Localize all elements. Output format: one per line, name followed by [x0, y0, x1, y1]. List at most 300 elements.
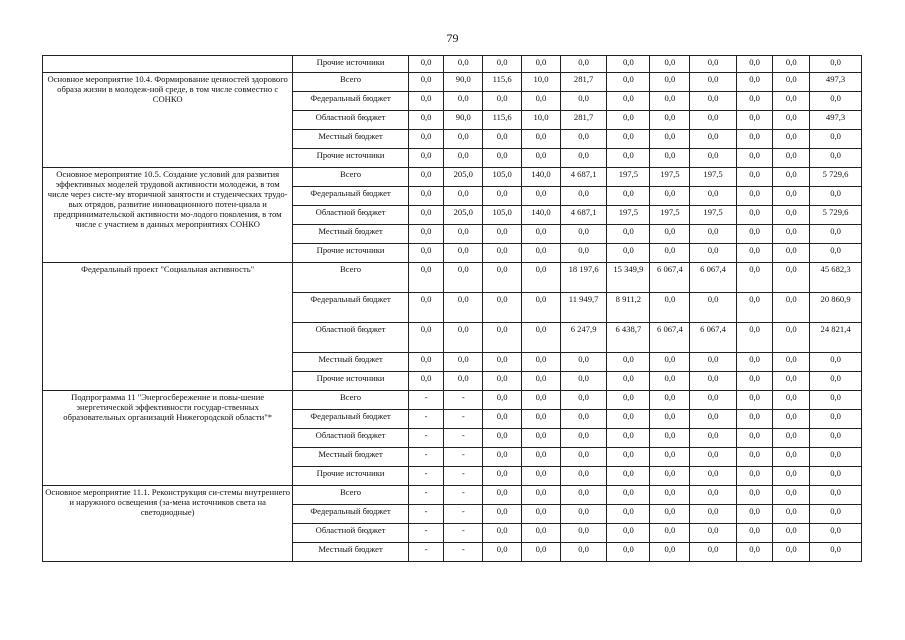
amount-cell: 0,0 [408, 111, 444, 130]
amount-cell: 0,0 [444, 130, 483, 149]
funding-source-cell: Местный бюджет [293, 130, 408, 149]
amount-cell: 0,0 [736, 467, 773, 486]
funding-source-cell: Всего [293, 391, 408, 410]
amount-cell: 205,0 [444, 168, 483, 187]
amount-cell: 0,0 [483, 244, 522, 263]
amount-cell: 0,0 [650, 130, 690, 149]
amount-cell: 0,0 [560, 543, 606, 562]
amount-cell: 0,0 [560, 372, 606, 391]
amount-cell: 0,0 [736, 391, 773, 410]
amount-cell: 0,0 [522, 448, 561, 467]
amount-cell: 6 067,4 [690, 323, 736, 353]
amount-cell: 197,5 [650, 168, 690, 187]
amount-cell: 0,0 [607, 149, 650, 168]
amount-cell: 0,0 [522, 524, 561, 543]
amount-cell: 205,0 [444, 206, 483, 225]
amount-cell: 0,0 [444, 225, 483, 244]
funding-source-cell: Всего [293, 486, 408, 505]
amount-cell: 0,0 [810, 505, 862, 524]
amount-cell: 0,0 [408, 168, 444, 187]
amount-cell: 0,0 [690, 149, 736, 168]
amount-cell: 0,0 [522, 429, 561, 448]
table-row [43, 486, 862, 505]
amount-cell: 0,0 [408, 323, 444, 353]
amount-cell: 0,0 [560, 391, 606, 410]
amount-cell: 0,0 [650, 543, 690, 562]
amount-cell: 0,0 [810, 543, 862, 562]
funding-source-cell: Федеральный бюджет [293, 187, 408, 206]
amount-cell: 0,0 [444, 353, 483, 372]
amount-cell: 0,0 [607, 524, 650, 543]
amount-cell: - [408, 505, 444, 524]
amount-cell: 0,0 [408, 353, 444, 372]
amount-cell: 0,0 [522, 244, 561, 263]
amount-cell: 281,7 [560, 73, 606, 92]
amount-cell: 0,0 [690, 73, 736, 92]
amount-cell: 20 860,9 [810, 293, 862, 323]
amount-cell: 105,0 [483, 206, 522, 225]
amount-cell: 0,0 [773, 111, 810, 130]
amount-cell: 0,0 [736, 244, 773, 263]
amount-cell: 0,0 [607, 429, 650, 448]
amount-cell: - [444, 448, 483, 467]
funding-source-cell: Местный бюджет [293, 353, 408, 372]
amount-cell: 0,0 [408, 372, 444, 391]
amount-cell: 0,0 [650, 448, 690, 467]
amount-cell: 0,0 [650, 187, 690, 206]
amount-cell: 0,0 [560, 467, 606, 486]
amount-cell: 0,0 [773, 486, 810, 505]
amount-cell: 0,0 [650, 73, 690, 92]
amount-cell: 0,0 [444, 372, 483, 391]
amount-cell: - [408, 486, 444, 505]
funding-source-cell: Местный бюджет [293, 543, 408, 562]
funding-source-cell: Всего [293, 168, 408, 187]
amount-cell: 10,0 [522, 111, 561, 130]
amount-cell: 0,0 [483, 56, 522, 73]
amount-cell: 0,0 [560, 353, 606, 372]
funding-source-cell: Прочие источники [293, 467, 408, 486]
amount-cell: 0,0 [650, 244, 690, 263]
amount-cell: 0,0 [736, 263, 773, 293]
amount-cell: 0,0 [736, 225, 773, 244]
amount-cell: 0,0 [810, 149, 862, 168]
amount-cell: 0,0 [736, 206, 773, 225]
amount-cell: 0,0 [483, 187, 522, 206]
amount-cell: 0,0 [607, 543, 650, 562]
amount-cell: 0,0 [810, 448, 862, 467]
amount-cell: 0,0 [607, 92, 650, 111]
amount-cell: 0,0 [810, 486, 862, 505]
amount-cell: 0,0 [773, 372, 810, 391]
amount-cell: 0,0 [444, 149, 483, 168]
amount-cell: 0,0 [650, 92, 690, 111]
amount-cell: 0,0 [483, 92, 522, 111]
amount-cell: 0,0 [736, 486, 773, 505]
amount-cell: - [444, 410, 483, 429]
amount-cell: 0,0 [522, 130, 561, 149]
amount-cell: 0,0 [560, 486, 606, 505]
amount-cell: 0,0 [483, 225, 522, 244]
funding-source-cell: Федеральный бюджет [293, 293, 408, 323]
amount-cell: 0,0 [773, 244, 810, 263]
amount-cell: 0,0 [736, 187, 773, 206]
amount-cell: 0,0 [607, 111, 650, 130]
amount-cell: 0,0 [607, 505, 650, 524]
amount-cell: 0,0 [607, 244, 650, 263]
amount-cell: 18 197,6 [560, 263, 606, 293]
amount-cell: 0,0 [607, 353, 650, 372]
amount-cell: 0,0 [483, 410, 522, 429]
amount-cell: 497,3 [810, 111, 862, 130]
amount-cell: 0,0 [444, 56, 483, 73]
funding-source-cell: Федеральный бюджет [293, 410, 408, 429]
amount-cell: 0,0 [560, 187, 606, 206]
amount-cell: 45 682,3 [810, 263, 862, 293]
amount-cell: 0,0 [444, 92, 483, 111]
table-row [43, 391, 862, 410]
page-number: 79 [446, 31, 459, 45]
amount-cell: 0,0 [690, 293, 736, 323]
amount-cell: 0,0 [560, 92, 606, 111]
amount-cell: 115,6 [483, 111, 522, 130]
amount-cell: 0,0 [522, 225, 561, 244]
amount-cell: 0,0 [483, 263, 522, 293]
amount-cell: 6 067,4 [650, 263, 690, 293]
amount-cell: 0,0 [522, 486, 561, 505]
amount-cell: 0,0 [810, 353, 862, 372]
amount-cell: 0,0 [522, 410, 561, 429]
amount-cell: 0,0 [408, 149, 444, 168]
activity-name-cell: Федеральный проект "Социальная активность" [43, 263, 293, 391]
amount-cell: 90,0 [444, 73, 483, 92]
amount-cell: 0,0 [773, 524, 810, 543]
amount-cell: 0,0 [650, 293, 690, 323]
amount-cell: 0,0 [810, 372, 862, 391]
amount-cell: 115,6 [483, 73, 522, 92]
amount-cell: 0,0 [773, 263, 810, 293]
amount-cell: 0,0 [736, 543, 773, 562]
amount-cell: 0,0 [736, 429, 773, 448]
amount-cell: 0,0 [607, 391, 650, 410]
amount-cell: 0,0 [607, 410, 650, 429]
amount-cell: 0,0 [483, 391, 522, 410]
activity-name-cell: Основное мероприятие 11.1. Реконструкция си-стемы внутреннего и наружного освещения (за-мена источников света на светодиодные) [43, 486, 293, 562]
amount-cell: 5 729,6 [810, 206, 862, 225]
amount-cell: 0,0 [408, 293, 444, 323]
amount-cell: 90,0 [444, 111, 483, 130]
amount-cell: 0,0 [810, 391, 862, 410]
amount-cell: 0,0 [736, 149, 773, 168]
table-row [43, 263, 862, 293]
funding-source-cell: Областной бюджет [293, 524, 408, 543]
amount-cell: 0,0 [773, 323, 810, 353]
amount-cell: - [408, 543, 444, 562]
amount-cell: 0,0 [736, 111, 773, 130]
amount-cell: 0,0 [607, 372, 650, 391]
amount-cell: 0,0 [690, 505, 736, 524]
amount-cell: 0,0 [483, 149, 522, 168]
amount-cell: 0,0 [736, 73, 773, 92]
amount-cell: 0,0 [773, 543, 810, 562]
amount-cell: 8 911,2 [607, 293, 650, 323]
amount-cell: 0,0 [483, 293, 522, 323]
amount-cell: 0,0 [690, 56, 736, 73]
amount-cell: 0,0 [483, 429, 522, 448]
amount-cell: 0,0 [773, 56, 810, 73]
amount-cell: 0,0 [650, 486, 690, 505]
amount-cell: 197,5 [607, 206, 650, 225]
amount-cell: 0,0 [773, 293, 810, 323]
amount-cell: - [408, 391, 444, 410]
amount-cell: 0,0 [522, 391, 561, 410]
amount-cell: 0,0 [650, 505, 690, 524]
amount-cell: 0,0 [690, 92, 736, 111]
funding-source-cell: Прочие источники [293, 149, 408, 168]
activity-name-cell: Подпрограмма 11 "Энергосбережение и повы-шение энергетической эффективности государ-ственных образовательных организаций Нижегородской области"* [43, 391, 293, 486]
amount-cell: 0,0 [560, 429, 606, 448]
funding-source-cell: Федеральный бюджет [293, 92, 408, 111]
amount-cell: 0,0 [560, 149, 606, 168]
amount-cell: - [444, 467, 483, 486]
amount-cell: 0,0 [522, 149, 561, 168]
amount-cell: 0,0 [773, 353, 810, 372]
amount-cell: 11 949,7 [560, 293, 606, 323]
amount-cell: 0,0 [522, 293, 561, 323]
amount-cell: 197,5 [690, 206, 736, 225]
amount-cell: 0,0 [773, 187, 810, 206]
amount-cell: 0,0 [736, 524, 773, 543]
amount-cell: 0,0 [810, 92, 862, 111]
funding-source-cell: Федеральный бюджет [293, 505, 408, 524]
amount-cell: 0,0 [810, 467, 862, 486]
amount-cell: 0,0 [483, 448, 522, 467]
amount-cell: 0,0 [522, 323, 561, 353]
amount-cell: 0,0 [773, 149, 810, 168]
amount-cell: 0,0 [736, 448, 773, 467]
amount-cell: 0,0 [736, 372, 773, 391]
table-row [43, 168, 862, 187]
funding-source-cell: Областной бюджет [293, 323, 408, 353]
funding-source-cell: Областной бюджет [293, 111, 408, 130]
amount-cell: 6 247,9 [560, 323, 606, 353]
amount-cell: 4 687,1 [560, 168, 606, 187]
amount-cell: 0,0 [560, 524, 606, 543]
amount-cell: 0,0 [607, 130, 650, 149]
amount-cell: - [444, 486, 483, 505]
amount-cell: 0,0 [522, 467, 561, 486]
amount-cell: - [444, 543, 483, 562]
amount-cell: 0,0 [690, 410, 736, 429]
amount-cell: 0,0 [522, 543, 561, 562]
amount-cell: 0,0 [607, 225, 650, 244]
funding-source-cell: Областной бюджет [293, 429, 408, 448]
amount-cell: 0,0 [773, 505, 810, 524]
amount-cell: 0,0 [560, 56, 606, 73]
amount-cell: 0,0 [650, 225, 690, 244]
amount-cell: 0,0 [408, 263, 444, 293]
amount-cell: 0,0 [483, 505, 522, 524]
amount-cell: 0,0 [483, 130, 522, 149]
amount-cell: 0,0 [408, 92, 444, 111]
amount-cell: 10,0 [522, 73, 561, 92]
amount-cell: 0,0 [444, 263, 483, 293]
amount-cell: 0,0 [810, 130, 862, 149]
amount-cell: 0,0 [560, 410, 606, 429]
amount-cell: 0,0 [690, 448, 736, 467]
amount-cell: 0,0 [810, 225, 862, 244]
amount-cell: - [444, 524, 483, 543]
amount-cell: 197,5 [607, 168, 650, 187]
amount-cell: 0,0 [408, 56, 444, 73]
amount-cell: 0,0 [607, 486, 650, 505]
amount-cell: 5 729,6 [810, 168, 862, 187]
amount-cell: 0,0 [522, 187, 561, 206]
amount-cell: 0,0 [690, 524, 736, 543]
amount-cell: 0,0 [522, 353, 561, 372]
amount-cell: - [444, 429, 483, 448]
amount-cell: 0,0 [560, 225, 606, 244]
amount-cell: 0,0 [690, 353, 736, 372]
amount-cell: 140,0 [522, 168, 561, 187]
amount-cell: 0,0 [810, 410, 862, 429]
amount-cell: 0,0 [650, 467, 690, 486]
amount-cell: 140,0 [522, 206, 561, 225]
amount-cell: 0,0 [773, 225, 810, 244]
amount-cell: 0,0 [483, 486, 522, 505]
table-row [43, 73, 862, 92]
amount-cell: 197,5 [690, 168, 736, 187]
amount-cell: 0,0 [736, 130, 773, 149]
amount-cell: 0,0 [690, 486, 736, 505]
funding-source-cell: Всего [293, 73, 408, 92]
activity-name-cell [43, 56, 293, 73]
amount-cell: 0,0 [408, 244, 444, 263]
amount-cell: 0,0 [483, 467, 522, 486]
amount-cell: 0,0 [736, 56, 773, 73]
amount-cell: 0,0 [522, 56, 561, 73]
amount-cell: 0,0 [607, 187, 650, 206]
amount-cell: 0,0 [690, 111, 736, 130]
amount-cell: 0,0 [690, 467, 736, 486]
amount-cell: 0,0 [736, 353, 773, 372]
amount-cell: 0,0 [650, 111, 690, 130]
amount-cell: 6 067,4 [690, 263, 736, 293]
activity-name-cell: Основное мероприятие 10.5. Создание условий для развития эффективных моделей трудовой активности молодежи, в том числе через систе-му вторичной занятости и студенческих трудо-вых отрядов, развитие инновационного потен-циала и предпринимательской активности мо-лодого поколения, в том числе с участием в данных мероприятиях СОНКО [43, 168, 293, 263]
budget-table [42, 55, 862, 562]
amount-cell: 0,0 [408, 73, 444, 92]
amount-cell: 0,0 [810, 429, 862, 448]
funding-source-cell: Областной бюджет [293, 206, 408, 225]
amount-cell: - [408, 429, 444, 448]
amount-cell: - [408, 448, 444, 467]
amount-cell: 0,0 [773, 130, 810, 149]
amount-cell: 0,0 [690, 244, 736, 263]
amount-cell: 0,0 [650, 56, 690, 73]
amount-cell: 0,0 [773, 168, 810, 187]
amount-cell: 0,0 [690, 130, 736, 149]
amount-cell: 0,0 [483, 323, 522, 353]
amount-cell: 0,0 [773, 448, 810, 467]
amount-cell: 0,0 [650, 391, 690, 410]
amount-cell: 6 438,7 [607, 323, 650, 353]
amount-cell: 0,0 [810, 187, 862, 206]
amount-cell: 0,0 [650, 149, 690, 168]
amount-cell: 497,3 [810, 73, 862, 92]
amount-cell: 0,0 [690, 372, 736, 391]
funding-source-cell: Всего [293, 263, 408, 293]
amount-cell: 0,0 [560, 130, 606, 149]
amount-cell: 0,0 [483, 524, 522, 543]
amount-cell: 0,0 [607, 467, 650, 486]
amount-cell: 105,0 [483, 168, 522, 187]
amount-cell: 0,0 [810, 56, 862, 73]
amount-cell: 0,0 [560, 244, 606, 263]
amount-cell: 197,5 [650, 206, 690, 225]
amount-cell: 0,0 [690, 543, 736, 562]
amount-cell: 0,0 [444, 293, 483, 323]
amount-cell: 15 349,9 [607, 263, 650, 293]
amount-cell: 0,0 [736, 168, 773, 187]
amount-cell: 0,0 [408, 206, 444, 225]
amount-cell: 0,0 [773, 73, 810, 92]
amount-cell: 0,0 [773, 410, 810, 429]
amount-cell: 0,0 [736, 410, 773, 429]
activity-name-cell: Основное мероприятие 10.4. Формирование ценностей здорового образа жизни в молодеж-ной среде, в том числе совместно с СОНКО [43, 73, 293, 168]
amount-cell: 0,0 [650, 372, 690, 391]
amount-cell: 0,0 [650, 429, 690, 448]
amount-cell: 0,0 [483, 353, 522, 372]
amount-cell: - [408, 467, 444, 486]
amount-cell: 0,0 [736, 293, 773, 323]
amount-cell: 0,0 [483, 372, 522, 391]
amount-cell: 0,0 [408, 130, 444, 149]
amount-cell: 0,0 [522, 372, 561, 391]
table-row [43, 56, 862, 73]
amount-cell: 0,0 [650, 524, 690, 543]
amount-cell: 0,0 [773, 467, 810, 486]
amount-cell: 0,0 [522, 505, 561, 524]
amount-cell: 0,0 [607, 448, 650, 467]
amount-cell: - [408, 524, 444, 543]
funding-source-cell: Прочие источники [293, 244, 408, 263]
amount-cell: 0,0 [773, 92, 810, 111]
amount-cell: 0,0 [607, 73, 650, 92]
funding-source-cell: Местный бюджет [293, 225, 408, 244]
amount-cell: 0,0 [607, 56, 650, 73]
amount-cell: 0,0 [690, 225, 736, 244]
amount-cell: 0,0 [810, 524, 862, 543]
amount-cell: 0,0 [522, 263, 561, 293]
amount-cell: 0,0 [650, 353, 690, 372]
amount-cell: 0,0 [483, 543, 522, 562]
amount-cell: 0,0 [560, 505, 606, 524]
amount-cell: 0,0 [690, 391, 736, 410]
amount-cell: 0,0 [444, 323, 483, 353]
amount-cell: 0,0 [522, 92, 561, 111]
amount-cell: 0,0 [773, 429, 810, 448]
table-body [43, 56, 862, 562]
amount-cell: 0,0 [736, 323, 773, 353]
amount-cell: 24 821,4 [810, 323, 862, 353]
amount-cell: 6 067,4 [650, 323, 690, 353]
funding-source-cell: Прочие источники [293, 372, 408, 391]
amount-cell: 0,0 [650, 410, 690, 429]
amount-cell: 0,0 [690, 187, 736, 206]
amount-cell: - [408, 410, 444, 429]
amount-cell: 0,0 [810, 244, 862, 263]
funding-source-cell: Местный бюджет [293, 448, 408, 467]
